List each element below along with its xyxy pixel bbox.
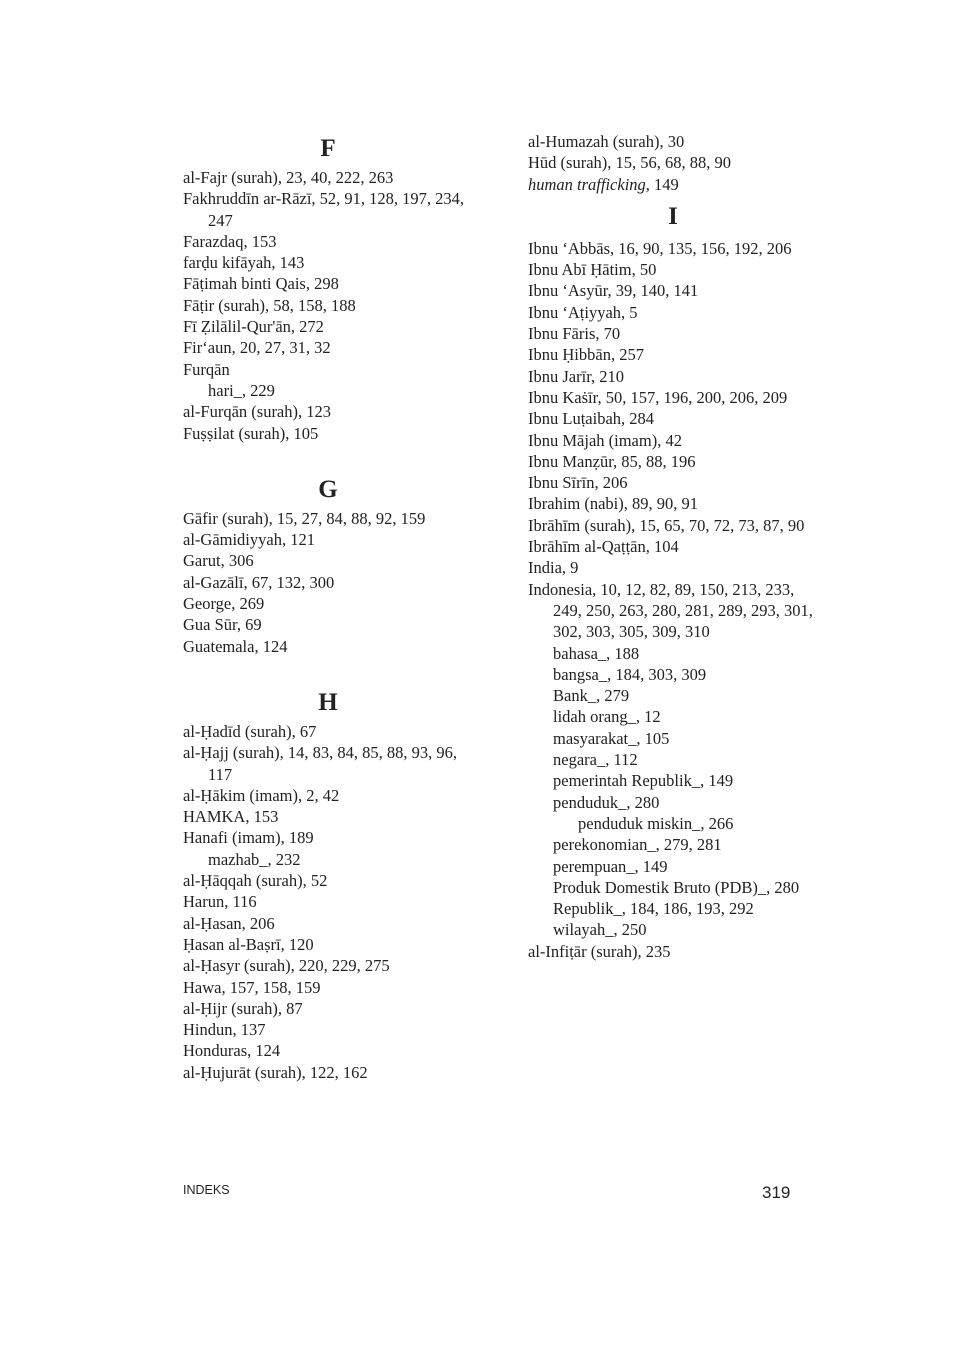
index-entry: Indonesia, 10, 12, 82, 89, 150, 213, 233, 249, 250, 263, 280, 281, 289, 293, 301, 302, 303, 305, 309, 310: [528, 579, 813, 642]
index-entry: Ibnu Mājah (imam), 42: [528, 430, 682, 450]
index-entry: Ibnu Luṭaibah, 284: [528, 409, 655, 429]
index-entry: farḍu kifāyah, 143: [183, 253, 305, 273]
index-entry: al-Ḥasyr (surah), 220, 229, 275: [183, 956, 390, 976]
running-footer-label: INDEKS: [183, 1183, 230, 1197]
index-entry-pages: , 149: [645, 174, 679, 194]
index-entry: Honduras, 124: [183, 1041, 281, 1061]
index-subentry: bahasa_, 188: [553, 643, 640, 663]
index-entry: Ibnu Abī Ḥātim, 50: [528, 260, 657, 280]
index-subentry: perekonomian_, 279, 281: [553, 835, 722, 855]
index-entry: al-Infiṭār (surah), 235: [528, 941, 671, 961]
index-entry-italic-term: human trafficking: [528, 174, 646, 194]
index-entry: al-Ḥasan, 206: [183, 913, 275, 933]
index-entry: Ibnu Ḥibbān, 257: [528, 345, 644, 365]
index-entry: Ibrāhīm (surah), 15, 65, 70, 72, 73, 87, 90: [528, 515, 805, 535]
section-letter-f: F: [320, 135, 336, 162]
index-entry: Ibnu Sīrīn, 206: [528, 473, 628, 493]
index-entry: al-Ḥijr (surah), 87: [183, 998, 303, 1018]
index-entry: Fir‘aun, 20, 27, 31, 32: [183, 338, 331, 358]
index-entry: Fī Ẓilālil-Qur'ān, 272: [183, 317, 324, 337]
index-entry: al-Ḥākim (imam), 2, 42: [183, 785, 340, 805]
index-entry: Ibnu Jarīr, 210: [528, 366, 625, 386]
index-subentry: Produk Domestik Bruto (PDB)_, 280: [553, 877, 800, 897]
index-entry: Hanafi (imam), 189: [183, 828, 314, 848]
index-entry: Ibrāhīm al-Qaṭṭān, 104: [528, 537, 679, 557]
index-subentry: mazhab_, 232: [208, 849, 301, 869]
index-entry: al-Humazah (surah), 30: [528, 132, 685, 151]
index-entry: Ibrahim (nabi), 89, 90, 91: [528, 494, 699, 514]
index-entry: Fāṭir (surah), 58, 158, 188: [183, 295, 356, 315]
index-entry: Fakhruddīn ar-Rāzī, 52, 91, 128, 197, 234, 247: [183, 189, 465, 230]
index-entry: al-Ḥajj (surah), 14, 83, 84, 85, 88, 93, 96, 117: [183, 743, 458, 784]
index-subentry: bangsa_, 184, 303, 309: [553, 664, 707, 684]
index-subentry: Republik_, 184, 186, 193, 292: [553, 899, 754, 919]
index-entry: Ḥasan al-Baṣrī, 120: [183, 934, 314, 954]
index-entry: Gua Sūr, 69: [183, 615, 262, 635]
index-column-right: [528, 131, 818, 962]
index-entry: Farazdaq, 153: [183, 231, 277, 251]
index-entry: Ibnu Kaṡīr, 50, 157, 196, 200, 206, 209: [528, 387, 788, 407]
index-subentry: perempuan_, 149: [553, 856, 668, 876]
index-entry: Fāṭimah binti Qais, 298: [183, 274, 339, 294]
index-entry: Ibnu Manẓūr, 85, 88, 196: [528, 451, 696, 471]
index-entry: al-Gazālī, 67, 132, 300: [183, 572, 335, 592]
index-entry: HAMKA, 153: [183, 807, 279, 827]
index-entry: Fuṣṣilat (surah), 105: [183, 423, 319, 443]
index-subentry: hari_, 229: [208, 380, 275, 400]
index-entry: al-Fajr (surah), 23, 40, 222, 263: [183, 168, 394, 187]
index-entry: Harun, 116: [183, 892, 257, 912]
index-entry: Ibnu ‘Asyūr, 39, 140, 141: [528, 281, 699, 301]
page-number: 319: [762, 1183, 791, 1202]
index-entry: Ibnu ‘Aṭiyyah, 5: [528, 302, 638, 322]
section-letter-g: G: [318, 475, 338, 503]
index-subentry: negara_, 112: [553, 750, 638, 770]
index-entry: Hawa, 157, 158, 159: [183, 977, 321, 997]
index-subsubentry: penduduk miskin_, 266: [578, 813, 734, 833]
index-entry: Ibnu ‘Abbās, 16, 90, 135, 156, 192, 206: [528, 238, 792, 258]
index-entry: Garut, 306: [183, 551, 254, 571]
index-entry: Hūd (surah), 15, 56, 68, 88, 90: [528, 153, 732, 173]
index-entry: Gāfir (surah), 15, 27, 84, 88, 92, 159: [183, 508, 426, 528]
index-entry: al-Ḥujurāt (surah), 122, 162: [183, 1062, 368, 1082]
index-subentry: wilayah_, 250: [553, 920, 647, 940]
section-letter-h: H: [318, 688, 338, 716]
index-entry: al-Ḥadīd (surah), 67: [183, 721, 317, 741]
index-entry: George, 269: [183, 594, 265, 614]
index-subentry: pemerintah Republik_, 149: [553, 771, 734, 791]
section-letter-i: I: [668, 202, 678, 230]
index-entry: Furqān: [183, 359, 230, 379]
index-entry: al-Ḥāqqah (surah), 52: [183, 871, 328, 891]
index-entry: Ibnu Fāris, 70: [528, 324, 621, 344]
index-subentry: lidah orang_, 12: [553, 707, 661, 727]
index-entry: [528, 174, 818, 195]
index-entry: al-Furqān (surah), 123: [183, 402, 332, 422]
index-entry: Hindun, 137: [183, 1020, 266, 1040]
index-entry: al-Gāmidiyyah, 121: [183, 530, 315, 550]
index-subentry: masyarakat_, 105: [553, 728, 670, 748]
index-entry: Guatemala, 124: [183, 636, 288, 656]
index-subentry: penduduk_, 280: [553, 792, 660, 812]
index-entry: India, 9: [528, 558, 579, 578]
index-column-left: [183, 131, 473, 1083]
index-subentry: Bank_, 279: [553, 686, 630, 706]
